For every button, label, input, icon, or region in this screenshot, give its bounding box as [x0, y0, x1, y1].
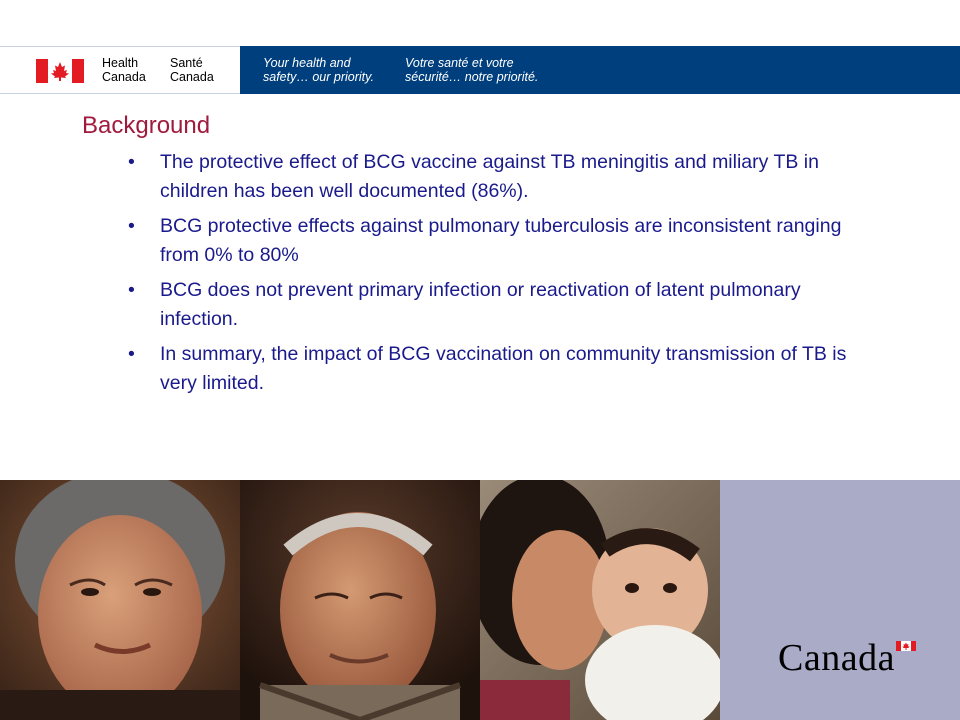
- department-name-en: Health Canada: [102, 56, 146, 84]
- canada-wordmark: Canada: [778, 637, 895, 679]
- bullet-glyph: •: [128, 151, 135, 173]
- bullet-glyph: •: [128, 279, 135, 301]
- bullet-item: [128, 340, 848, 398]
- bullet-text: In summary, the impact of BCG vaccination on community transmission of TB is very limited.: [160, 343, 847, 394]
- bullet-glyph: •: [128, 343, 135, 365]
- bullet-item: [128, 276, 848, 334]
- bullet-list: [128, 148, 848, 404]
- canada-flag-icon: [36, 59, 84, 83]
- tagline-en: Your health and safety… our priority.: [263, 56, 374, 84]
- bullet-glyph: •: [128, 215, 135, 237]
- bullet-text: BCG protective effects against pulmonary tuberculosis are inconsistent ranging from 0% to 80%: [160, 215, 842, 266]
- photo-mother-and-baby: [480, 480, 720, 720]
- photo-elderly-woman: [0, 480, 240, 720]
- slide-title: Background: [82, 112, 211, 139]
- canada-flag-icon: [896, 641, 916, 651]
- lavender-panel: [720, 480, 960, 720]
- bullet-text: The protective effect of BCG vaccine against TB meningitis and miliary TB in children has been well documented (86%).: [160, 151, 819, 202]
- department-name-fr: Santé Canada: [170, 56, 214, 84]
- header-banner: [0, 46, 960, 94]
- photo-elderly-man: [240, 480, 480, 720]
- tagline-fr: Votre santé et votre sécurité… notre priorité.: [405, 56, 539, 84]
- bullet-text: BCG does not prevent primary infection or reactivation of latent pulmonary infection.: [160, 279, 801, 330]
- bullet-item: [128, 148, 848, 206]
- bullet-item: [128, 212, 848, 270]
- department-signature: [0, 46, 240, 94]
